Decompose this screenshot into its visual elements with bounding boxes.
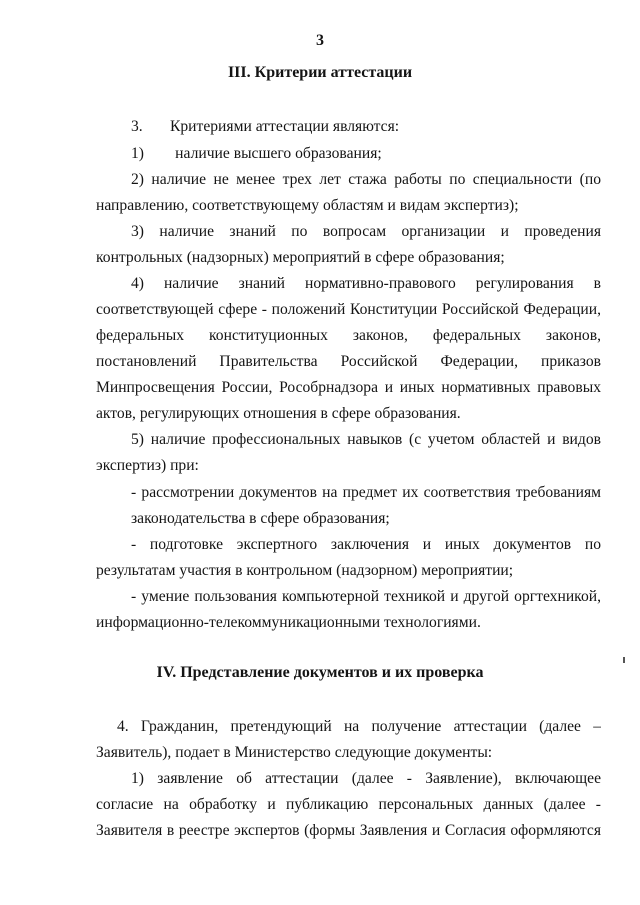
paragraph-line: 1) наличие высшего образования;: [131, 145, 382, 162]
paragraph-line: 4. Гражданин, претендующий на получение аттестации (далее –: [117, 718, 601, 735]
paragraph-line: контрольных (надзорных) мероприятий в сфере образования;: [96, 249, 505, 266]
paragraph-line: - подготовке экспертного заключения и иных документов по: [131, 536, 601, 553]
paragraph-line: информационно-телекоммуникационными технологиями.: [96, 614, 481, 631]
section-4-heading: IV. Представление документов и их проверка: [156, 664, 484, 681]
paragraph-line: экспертиз) при:: [96, 457, 199, 474]
paragraph-line: результатам участия в контрольном (надзорном) мероприятии;: [96, 562, 514, 579]
paragraph-line: актов, регулирующих отношения в сфере образования.: [96, 405, 461, 422]
paragraph-line: направлению, соответствующему областям и видам экспертиз);: [96, 197, 519, 214]
paragraph-line: 3. Критериями аттестации являются:: [131, 118, 400, 135]
paragraph-line: согласие на обработку и публикацию персональных данных (далее -: [96, 796, 601, 813]
paragraph-line: Минпросвещения России, Рособрнадзора и иных нормативных правовых: [96, 379, 601, 396]
paragraph-line: 3) наличие знаний по вопросам организации и проведения: [131, 223, 601, 240]
paragraph-line: федеральных конституционных законов, федеральных законов,: [96, 327, 601, 344]
section-3-heading: III. Критерии аттестации: [227, 64, 413, 81]
paragraph-line: 1) заявление об аттестации (далее - Заявление), включающее: [131, 770, 601, 787]
paragraph-line: 4) наличие знаний нормативно-правового регулирования в: [131, 275, 601, 292]
page-number: 3: [316, 32, 324, 49]
paragraph-line: законодательства в сфере образования;: [131, 510, 390, 527]
paragraph-line: постановлений Правительства Российской Федерации, приказов: [96, 353, 601, 370]
scan-mark: [623, 657, 625, 663]
paragraph-line: 2) наличие не менее трех лет стажа работы по специальности (по: [131, 171, 601, 188]
paragraph-line: Заявителя в реестре экспертов (формы Заявления и Согласия оформляются: [96, 822, 601, 839]
paragraph-line: - рассмотрении документов на предмет их соответствия требованиям: [131, 484, 601, 501]
paragraph-line: 5) наличие профессиональных навыков (с учетом областей и видов: [131, 431, 601, 448]
paragraph-line: - умение пользования компьютерной техникой и другой оргтехникой,: [131, 588, 601, 605]
paragraph-line: соответствующей сфере - положений Конституции Российской Федерации,: [96, 301, 601, 318]
paragraph-line: Заявитель), подает в Министерство следующие документы:: [96, 744, 493, 761]
